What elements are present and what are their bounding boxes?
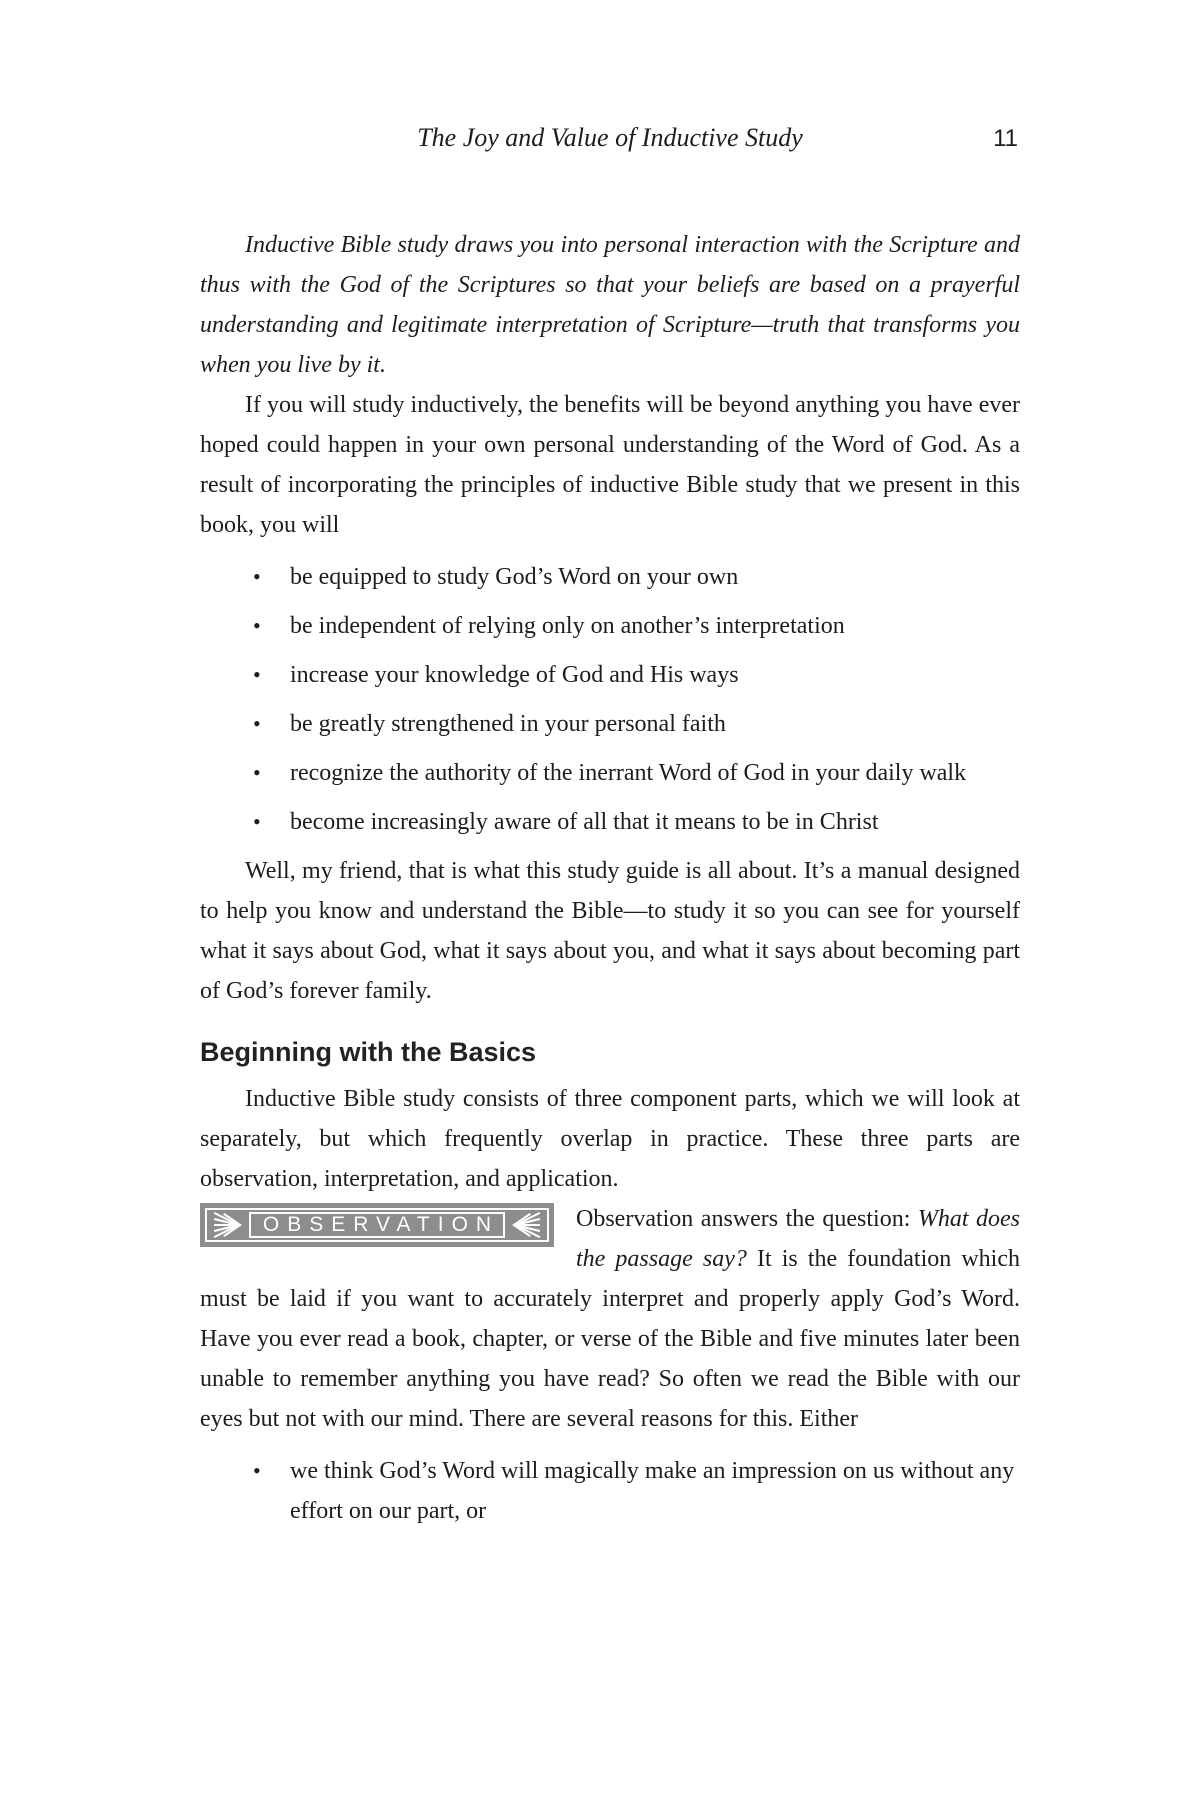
bullet-icon: •: [253, 613, 261, 638]
list-item-text: become increasingly aware of all that it means to be in Christ: [290, 809, 879, 835]
list-item-text: be equipped to study God’s Word on your own: [290, 564, 739, 590]
bullet-icon: •: [253, 662, 261, 687]
observation-paragraph: [200, 1199, 1020, 1439]
list-item: [253, 1451, 1020, 1531]
bullet-icon: •: [253, 809, 261, 834]
list-item: [253, 802, 1020, 842]
bullet-icon: •: [253, 1458, 261, 1483]
list-item: [253, 557, 1020, 597]
page-content: [200, 225, 1020, 1540]
three-parts-paragraph: Inductive Bible study consists of three component parts, which we will look at separately, but which frequently overlap in practice. These three parts are observation, interpretation, and application.: [200, 1086, 1020, 1192]
list-item-text: increase your knowledge of God and His ways: [290, 662, 739, 688]
benefits-lead-paragraph: If you will study inductively, the benefits will be beyond anything you have ever hoped could happen in your own personal understanding of the Word of God. As a result of incorporating the principles of inductive Bible study that we present in this book, you will: [200, 392, 1020, 538]
list-item-text: be greatly strengthened in your personal faith: [290, 711, 726, 737]
study-guide-paragraph: Well, my friend, that is what this study guide is all about. It’s a manual designed to help you know and understand the Bible—to study it so you can see for yourself what it says about God, what it says about you, and what it says about becoming part of God’s forever family.: [200, 858, 1020, 1004]
bullet-icon: •: [253, 564, 261, 589]
list-item: [253, 606, 1020, 646]
intro-quote-paragraph: Inductive Bible study draws you into personal interaction with the Scripture and thus with the God of the Scriptures so that your beliefs are based on a prayerful understanding and legitimate interpretation of Scripture—truth that transforms you when you live by it.: [200, 232, 1020, 378]
observation-badge-frame: [205, 1208, 549, 1242]
observation-italic-question: What does the passage say?: [576, 1206, 1020, 1272]
running-header: [200, 120, 1020, 162]
chevron-fan-right-icon: [209, 1212, 247, 1238]
page-number: 11: [993, 125, 1018, 152]
list-item-text: be independent of relying only on another’s interpretation: [290, 613, 845, 639]
list-item: [253, 655, 1020, 695]
observation-body-text: It is the foundation which must be laid if you want to accurately interpret and properly apply God’s Word. Have you ever read a book, chapter, or verse of the Bible and five minutes later been unable to remember anything you have read? So often we read the Bible with our eyes but not with our mind. There are several reasons for this. Either: [200, 1246, 1020, 1432]
benefits-list: [200, 557, 1020, 842]
section-heading: Beginning with the Basics: [200, 1037, 537, 1067]
observation-badge-label: OBSERVATION: [249, 1212, 505, 1238]
running-header-title: The Joy and Value of Inductive Study: [417, 123, 803, 152]
observation-badge: [200, 1203, 554, 1247]
list-item: [253, 704, 1020, 744]
reasons-list: [200, 1451, 1020, 1531]
bullet-icon: •: [253, 760, 261, 785]
list-item-text: recognize the authority of the inerrant Word of God in your daily walk: [290, 760, 967, 786]
observation-lead-text: Observation answers the question:: [576, 1206, 918, 1232]
list-item: [253, 753, 1020, 793]
bullet-icon: •: [253, 711, 261, 736]
chevron-fan-left-icon: [507, 1212, 545, 1238]
list-item-text: we think God’s Word will magically make an impression on us without any effort on our part, or: [290, 1458, 1015, 1524]
